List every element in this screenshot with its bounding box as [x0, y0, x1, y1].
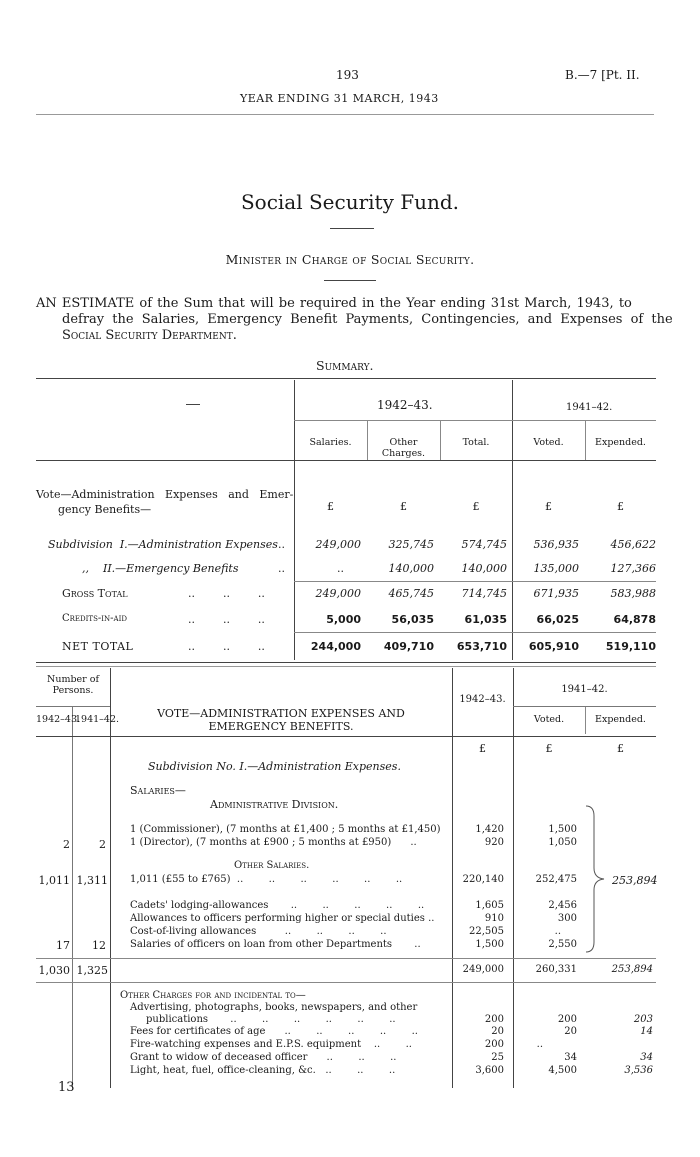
summary-expended-value: 127,366 [610, 562, 656, 575]
summary-bottom-rule [36, 662, 656, 663]
summary-total-value: 61,035 [464, 613, 507, 626]
currency-symbol: £ [545, 500, 552, 513]
summary-voted-value: 135,000 [533, 562, 579, 575]
currency-symbol: £ [617, 500, 624, 513]
summary-salaries-value: 249,000 [315, 538, 361, 551]
col-salaries: Salaries. [309, 437, 352, 448]
summary-other-value: 56,035 [391, 613, 434, 626]
charge-row-voted: .. [536, 1039, 543, 1050]
persons-col-1941: 1941–42. [75, 714, 120, 725]
charge-row-text: publications .. .. .. .. .. .. [146, 1014, 396, 1025]
col-other-charges: Other Charges. [381, 437, 426, 459]
summary-year-a: 1942–43. [377, 398, 433, 412]
intro-line-2: defray the Salaries, Emergency Benefit Payments, Contingencies, and Expenses of the [62, 312, 673, 327]
salary-row-amount: 1,605 [475, 900, 504, 911]
charge-row-text: Fire-watching expenses and E.P.S. equipment .. .. [130, 1039, 412, 1050]
salary-row-voted: 252,475 [535, 874, 577, 885]
currency-symbol: £ [479, 742, 486, 755]
vote-heading-line-2: EMERGENCY BENEFITS. [208, 720, 354, 733]
subdivision-heading: Subdivision No. I.—Administration Expenses. [148, 760, 401, 773]
page-footer-mark: 13 [58, 1080, 75, 1095]
persons-total-1942: 1,030 [38, 964, 70, 977]
title-ornament [330, 228, 374, 229]
summary-row-label: Credits-in-aid [62, 613, 127, 624]
summary-total-value: 574,745 [461, 538, 507, 551]
summary-other-value: 325,745 [388, 538, 434, 551]
col-total: Total. [462, 437, 490, 448]
leader-dots: .. .. .. [188, 613, 265, 626]
charge-row-amount: 25 [491, 1052, 504, 1063]
other-salaries-heading: Other Salaries. [234, 860, 310, 871]
salaries-label: Salaries— [130, 784, 186, 797]
salaries-expended-total: 253,894 [612, 874, 658, 887]
leader-dots: .. .. .. [188, 640, 265, 653]
summary-year-b: 1941–42. [566, 402, 613, 413]
salary-row-voted: 1,050 [548, 837, 577, 848]
intro-line-1: AN ESTIMATE of the Sum that will be required in the Year ending 31st March, 1943, to [36, 296, 632, 311]
charge-row-expended: 3,536 [624, 1065, 653, 1076]
salary-row-voted: 2,456 [548, 900, 577, 911]
persons-col-1942: 1942–43. [36, 714, 81, 725]
charge-row-voted: 200 [557, 1014, 577, 1025]
leader-dots: .. [278, 562, 285, 575]
leader-dots: .. [278, 538, 285, 551]
currency-symbol: £ [472, 500, 480, 513]
salaries-total-voted: 260,331 [535, 964, 577, 975]
salary-row-amount: 910 [484, 913, 504, 924]
persons-1942: 2 [63, 838, 70, 851]
summary-title: Summary. [316, 358, 374, 373]
summary-total-value: 714,745 [461, 587, 507, 600]
salary-row-amount: 1,420 [475, 824, 504, 835]
year-line: YEAR ENDING 31 MARCH, 1943 [240, 92, 439, 105]
summary-other-value: 409,710 [383, 640, 434, 653]
intro-line-3: Social Security Department. [62, 328, 237, 343]
summary-voted-value: 66,025 [536, 613, 579, 626]
minister-rule [324, 280, 376, 281]
salary-row-voted: 300 [557, 913, 577, 924]
summary-salaries-value: 249,000 [315, 587, 361, 600]
detail-col-expended: Expended. [595, 714, 646, 725]
summary-salaries-value: .. [337, 562, 344, 575]
charge-row-amount: 200 [484, 1039, 504, 1050]
salary-row-text: 1 (Director), (7 months at £900 ; 5 months at £950) .. [130, 837, 417, 848]
persons-1942: 17 [56, 939, 70, 952]
summary-voted-value: 536,935 [533, 538, 579, 551]
document-reference: B.—7 [Pt. II. [565, 68, 640, 82]
summary-voted-value: 605,910 [528, 640, 579, 653]
summary-top-rule [36, 378, 656, 379]
summary-total-value: 653,710 [456, 640, 507, 653]
currency-symbol: £ [400, 500, 407, 513]
charge-row-expended: 14 [640, 1026, 653, 1037]
salaries-total-amount: 249,000 [462, 964, 504, 975]
charge-row-text: Light, heat, fuel, office-cleaning, &c. .. .. .. [130, 1065, 396, 1076]
persons-total-1941: 1,325 [76, 964, 108, 977]
summary-other-value: 465,745 [388, 587, 434, 600]
summary-other-value: 140,000 [388, 562, 434, 575]
col-expended: Expended. [595, 437, 646, 448]
leader-dots: .. .. .. [188, 587, 265, 600]
salary-row-amount: 1,500 [475, 939, 504, 950]
summary-salaries-value: 5,000 [326, 613, 361, 626]
summary-total-value: 140,000 [461, 562, 507, 575]
charge-row-amount: 20 [491, 1026, 504, 1037]
header-rule [36, 114, 654, 115]
charge-row-expended: 34 [640, 1052, 653, 1063]
charge-row-voted: 34 [564, 1052, 577, 1063]
salary-row-amount: 220,140 [462, 874, 504, 885]
charge-row-voted: 20 [564, 1026, 577, 1037]
salary-row-amount: 22,505 [469, 926, 504, 937]
detail-col-1942: 1942–43. [459, 694, 506, 705]
currency-symbol: £ [327, 500, 334, 513]
col-voted: Voted. [533, 437, 564, 448]
persons-1942: 1,011 [38, 874, 70, 887]
charge-row-text: Advertising, photographs, books, newspapers, and other [130, 1002, 418, 1013]
summary-expended-value: 583,988 [610, 587, 656, 600]
summary-row-label: Subdivision I.—Administration Expenses [48, 538, 278, 551]
salaries-total-expended: 253,894 [611, 964, 653, 975]
currency-symbol: £ [545, 742, 553, 755]
salary-row-voted: 1,500 [548, 824, 577, 835]
persons-1941: 1,311 [76, 874, 108, 887]
charge-row-text: Grant to widow of deceased officer .. .. .. [130, 1052, 397, 1063]
salary-row-text: Allowances to officers performing higher or special duties .. [130, 913, 435, 924]
minister-line: Minister in Charge of Social Security. [225, 252, 475, 267]
salary-row-amount: 920 [484, 837, 504, 848]
charge-row-amount: 3,600 [475, 1065, 504, 1076]
charge-row-voted: 4,500 [548, 1065, 577, 1076]
vote-heading-line-1: VOTE—ADMINISTRATION EXPENSES AND [157, 707, 405, 720]
summary-row-label: ,, II.—Emergency Benefits [82, 562, 239, 575]
brace-icon [584, 804, 608, 954]
persons-1941: 2 [99, 838, 106, 851]
salary-row-text: Cost-of-living allowances .. .. .. .. [130, 926, 387, 937]
persons-1941: 12 [92, 939, 106, 952]
summary-expended-value: 456,622 [610, 538, 656, 551]
charge-row-amount: 200 [484, 1014, 504, 1025]
vote-label-line-1: Vote—Administration Expenses and Emer- [36, 488, 294, 501]
summary-row-label: NET TOTAL [62, 640, 134, 653]
vote-label-line-2: gency Benefits— [58, 503, 152, 516]
charge-row-text: Fees for certificates of age .. .. .. .. .. [130, 1026, 418, 1037]
number-of-persons-header: Number of Persons. [47, 674, 99, 696]
salary-row-text: Salaries of officers on loan from other Departments .. [130, 939, 421, 950]
salary-row-voted: .. [554, 926, 561, 937]
page-title: Social Security Fund. [240, 190, 460, 214]
salary-row-text: 1 (Commissioner), (7 months at £1,400 ; 5 months at £1,450) [130, 824, 441, 835]
page-number: 193 [336, 68, 359, 82]
summary-salaries-value: 244,000 [310, 640, 361, 653]
summary-expended-value: 64,878 [613, 613, 656, 626]
summary-expended-value: 519,110 [605, 640, 656, 653]
other-charges-label: Other Charges for and incidental to— [120, 990, 306, 1001]
detail-col-1941: 1941–42. [561, 684, 608, 695]
summary-row-label: Gross Total [62, 587, 128, 600]
charge-row-expended: 203 [633, 1014, 653, 1025]
administrative-division-heading: Administrative Division. [210, 798, 339, 811]
salary-row-text: 1,011 (£55 to £765) .. .. .. .. .. .. [130, 874, 403, 885]
summary-voted-value: 671,935 [533, 587, 579, 600]
salary-row-text: Cadets' lodging-allowances .. .. .. .. .. [130, 900, 425, 911]
salary-row-voted: 2,550 [548, 939, 577, 950]
detail-col-voted: Voted. [533, 714, 565, 725]
currency-symbol: £ [617, 742, 624, 755]
